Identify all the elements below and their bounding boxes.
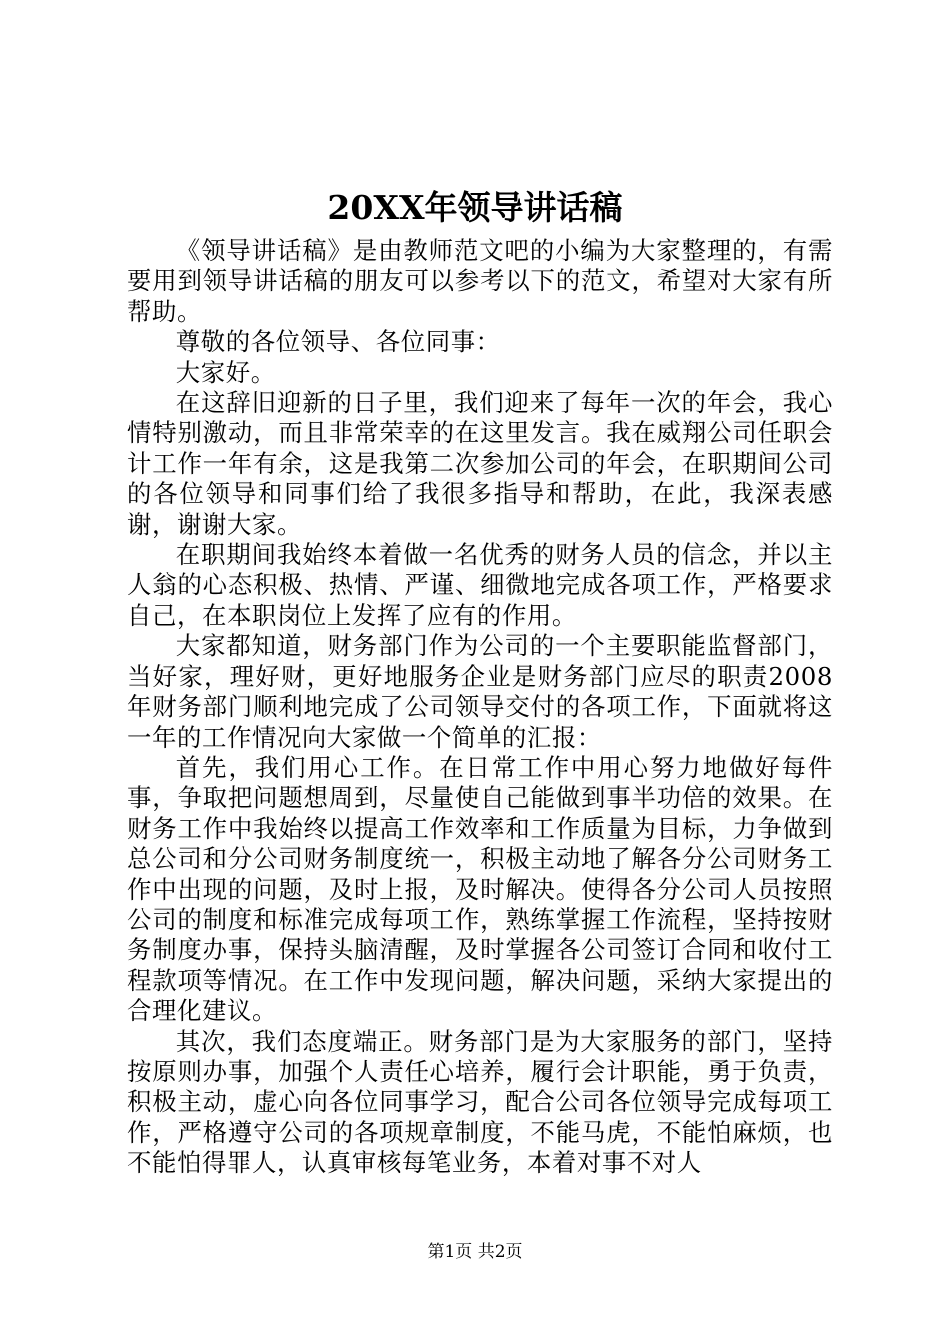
document-title: 20XX年领导讲话稿 [327,188,623,227]
paragraph-salutation: 尊敬的各位领导、各位同事： [175,327,501,357]
document-body [127,236,833,1179]
page-number-footer: 第1页 共2页 [427,1242,523,1262]
paragraph-intro: 《领导讲话稿》是由教师范文吧的小编为大家整理的，有需要用到领导讲话稿的朋友可以参考以下的范文，希望对大家有所帮助。 [127,236,833,326]
paragraph-first-point: 首先，我们用心工作。在日常工作中用心努力地做好每件事，争取把问题想周到，尽量使自己能做到事半功倍的效果。在财务工作中我始终以提高工作效率和工作质量为目标，力争做到总公司和分公司财务制度统一，积极主动地了解各分公司财务工作中出现的问题，及时上报，及时解决。使得各分公司人员按照公司的制度和标准完成每项工作，熟练掌握工作流程，坚持按财务制度办事，保持头脑清醒，及时掌握各公司签订合同和收付工程款项等情况。在工作中发现问题，解决问题，采纳大家提出的合理化建议。 [127,752,833,1026]
paragraph-second-point: 其次，我们态度端正。财务部门是为大家服务的部门，坚持按原则办事，加强个人责任心培养，履行会计职能，勇于负责，积极主动，虚心向各位同事学习，配合公司各位领导完成每项工作，严格遵守公司的各项规章制度，不能马虎，不能怕麻烦，也不能怕得罪人，认真审核每笔业务，本着对事不对人 [127,1026,833,1178]
paragraph-belief: 在职期间我始终本着做一名优秀的财务人员的信念，并以主人翁的心态积极、热情、严谨、细微地完成各项工作，严格要求自己，在本职岗位上发挥了应有的作用。 [127,540,833,630]
paragraph-finance-role: 大家都知道，财务部门作为公司的一个主要职能监督部门，当好家，理好财，更好地服务企业是财务部门应尽的职责2008年财务部门顺利地完成了公司领导交付的各项工作，下面就将这一年的工作情况向大家做一个简单的汇报： [127,631,833,752]
paragraph-greeting: 大家好。 [175,357,276,387]
paragraph-opening: 在这辞旧迎新的日子里，我们迎来了每年一次的年会，我心情特别激动，而且非常荣幸的在这里发言。我在威翔公司任职会计工作一年有余，这是我第二次参加公司的年会，在职期间公司的各位领导和同事们给了我很多指导和帮助，在此，我深表感谢，谢谢大家。 [127,388,833,539]
